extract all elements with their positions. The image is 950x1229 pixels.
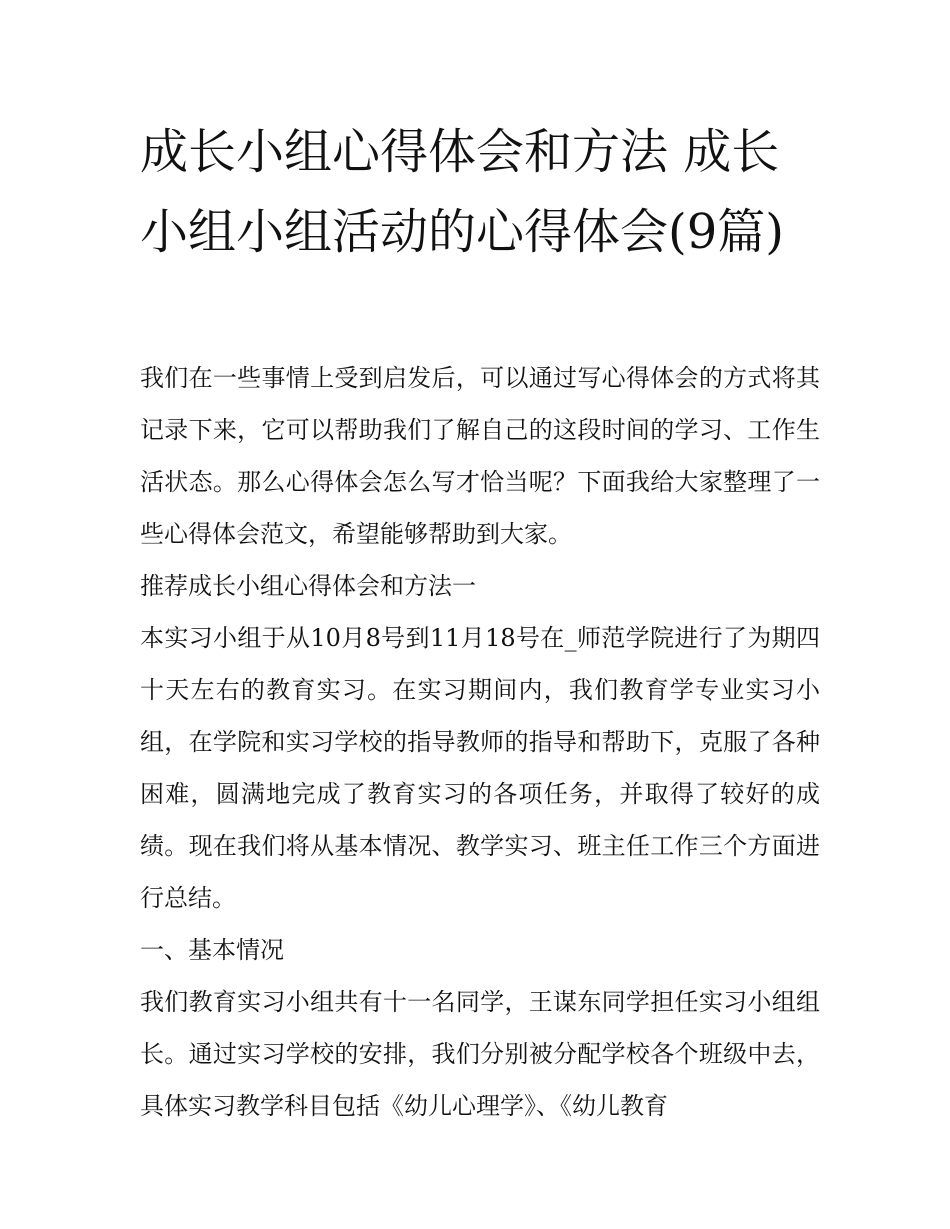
- section-heading: 推荐成长小组心得体会和方法一: [140, 572, 476, 600]
- document-body: [140, 352, 820, 1132]
- body-paragraph: 我们教育实习小组共有十一名同学，王谋东同学担任实习小组组长。通过实习学校的安排，我们分别被分配学校各个班级中去，具体实习教学科目包括《幼儿心理学》、《幼儿教育: [140, 988, 820, 1120]
- subsection-heading: 一、基本情况: [140, 936, 284, 964]
- intro-paragraph: 我们在一些事情上受到启发后，可以通过写心得体会的方式将其记录下来，它可以帮助我们了解自己的这段时间的学习、工作生活状态。那么心得体会怎么写才恰当呢？下面我给大家整理了一些心得体会范文，希望能够帮助到大家。: [140, 364, 820, 548]
- body-paragraph: 本实习小组于从10月8号到11月18号在_师范学院进行了为期四十天左右的教育实习。在实习期间内，我们教育学专业实习小组，在学院和实习学校的指导教师的指导和帮助下，克服了各种困难，圆满地完成了教育实习的各项任务，并取得了较好的成绩。现在我们将从基本情况、教学实习、班主任工作三个方面进行总结。: [140, 624, 820, 912]
- document-title: 成长小组心得体会和方法 成长小组小组活动的心得体会(9篇): [140, 124, 784, 260]
